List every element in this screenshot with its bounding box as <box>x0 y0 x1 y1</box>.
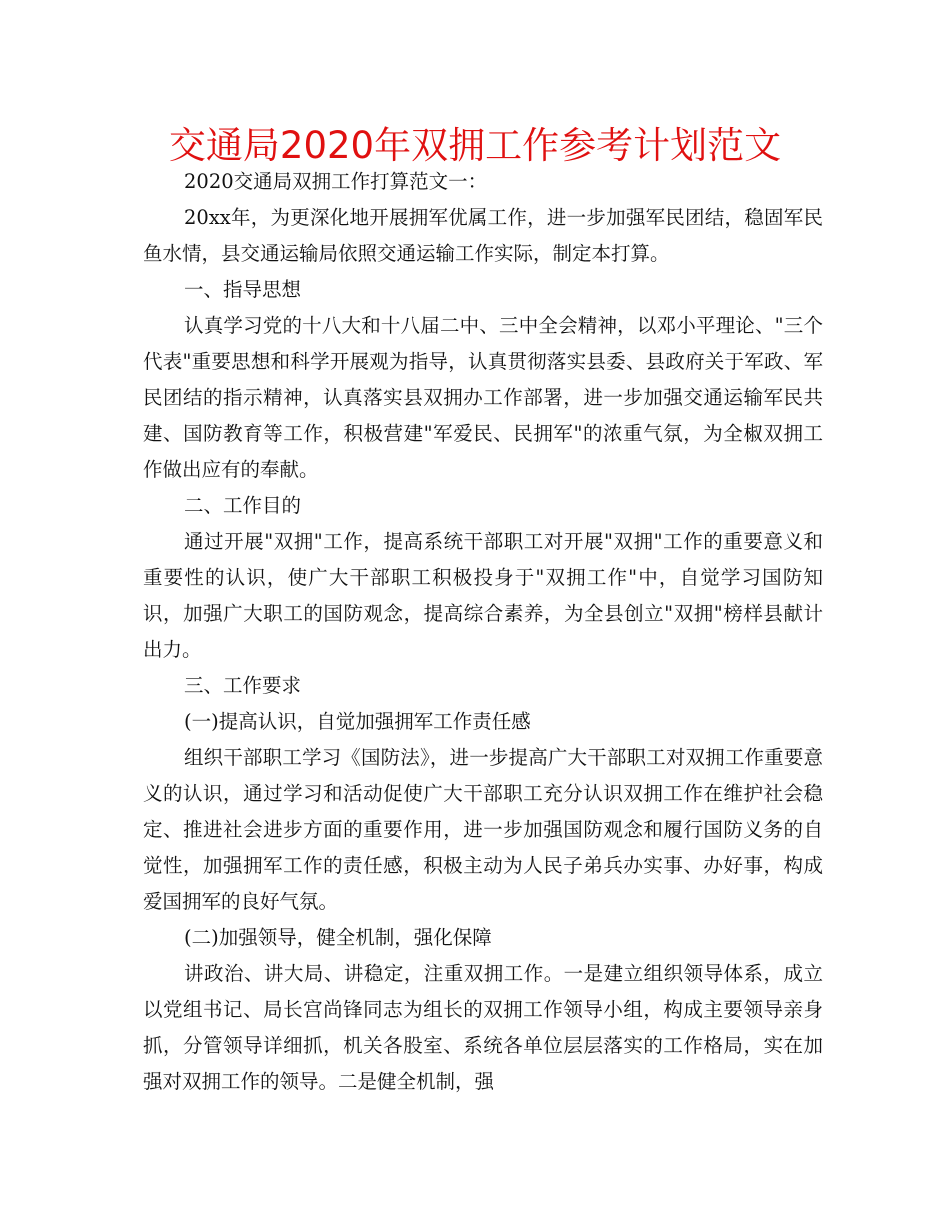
document-body <box>143 164 823 1100</box>
document-subtitle: 2020交通局双拥工作打算范文一： <box>184 170 488 193</box>
intro-paragraph: 20xx年，为更深化地开展拥军优属工作，进一步加强军民团结，稳固军民鱼水情，县交通运输局依照交通运输工作实际，制定本打算。 <box>143 206 823 265</box>
section-paragraph-guiding-thought: 认真学习党的十八大和十八届二中、三中全会精神，以邓小平理论、"三个代表"重要思想和科学开展观为指导，认真贯彻落实县委、县政府关于军政、军民团结的指示精神，认真落实县双拥办工作部署，进一步加强交通运输军民共建、国防教育等工作，积极营建"军爱民、民拥军"的浓重气氛，为全椒双拥工作做出应有的奉献。 <box>143 314 823 481</box>
subsection-paragraph-awareness: 组织干部职工学习《国防法》，进一步提高广大干部职工对双拥工作重要意义的认识，通过学习和活动促使广大干部职工充分认识双拥工作在维护社会稳定、推进社会进步方面的重要作用，进一步加强国防观念和履行国防义务的自觉性，加强拥军工作的责任感，积极主动为人民子弟兵办实事、办好事，构成爱国拥军的良好气氛。 <box>143 746 823 913</box>
document-title: 交通局2020年双拥工作参考计划范文 <box>168 124 782 167</box>
section-heading-guiding-thought: 一、指导思想 <box>184 278 302 301</box>
section-heading-work-goal: 二、工作目的 <box>184 494 302 517</box>
subsection-heading-awareness: (一)提高认识，自觉加强拥军工作责任感 <box>184 710 531 733</box>
subsection-heading-leadership: (二)加强领导，健全机制，强化保障 <box>184 926 492 949</box>
section-heading-work-requirements: 三、工作要求 <box>184 674 302 697</box>
subsection-paragraph-leadership: 讲政治、讲大局、讲稳定，注重双拥工作。一是建立组织领导体系，成立以党组书记、局长宫尚锋同志为组长的双拥工作领导小组，构成主要领导亲身抓，分管领导详细抓，机关各股室、系统各单位层层落实的工作格局，实在加强对双拥工作的领导。二是健全机制，强 <box>143 962 823 1093</box>
section-paragraph-work-goal: 通过开展"双拥"工作，提高系统干部职工对开展"双拥"工作的重要意义和重要性的认识，使广大干部职工积极投身于"双拥工作"中，自觉学习国防知识，加强广大职工的国防观念，提高综合素养，为全县创立"双拥"榜样县献计出力。 <box>143 530 823 661</box>
